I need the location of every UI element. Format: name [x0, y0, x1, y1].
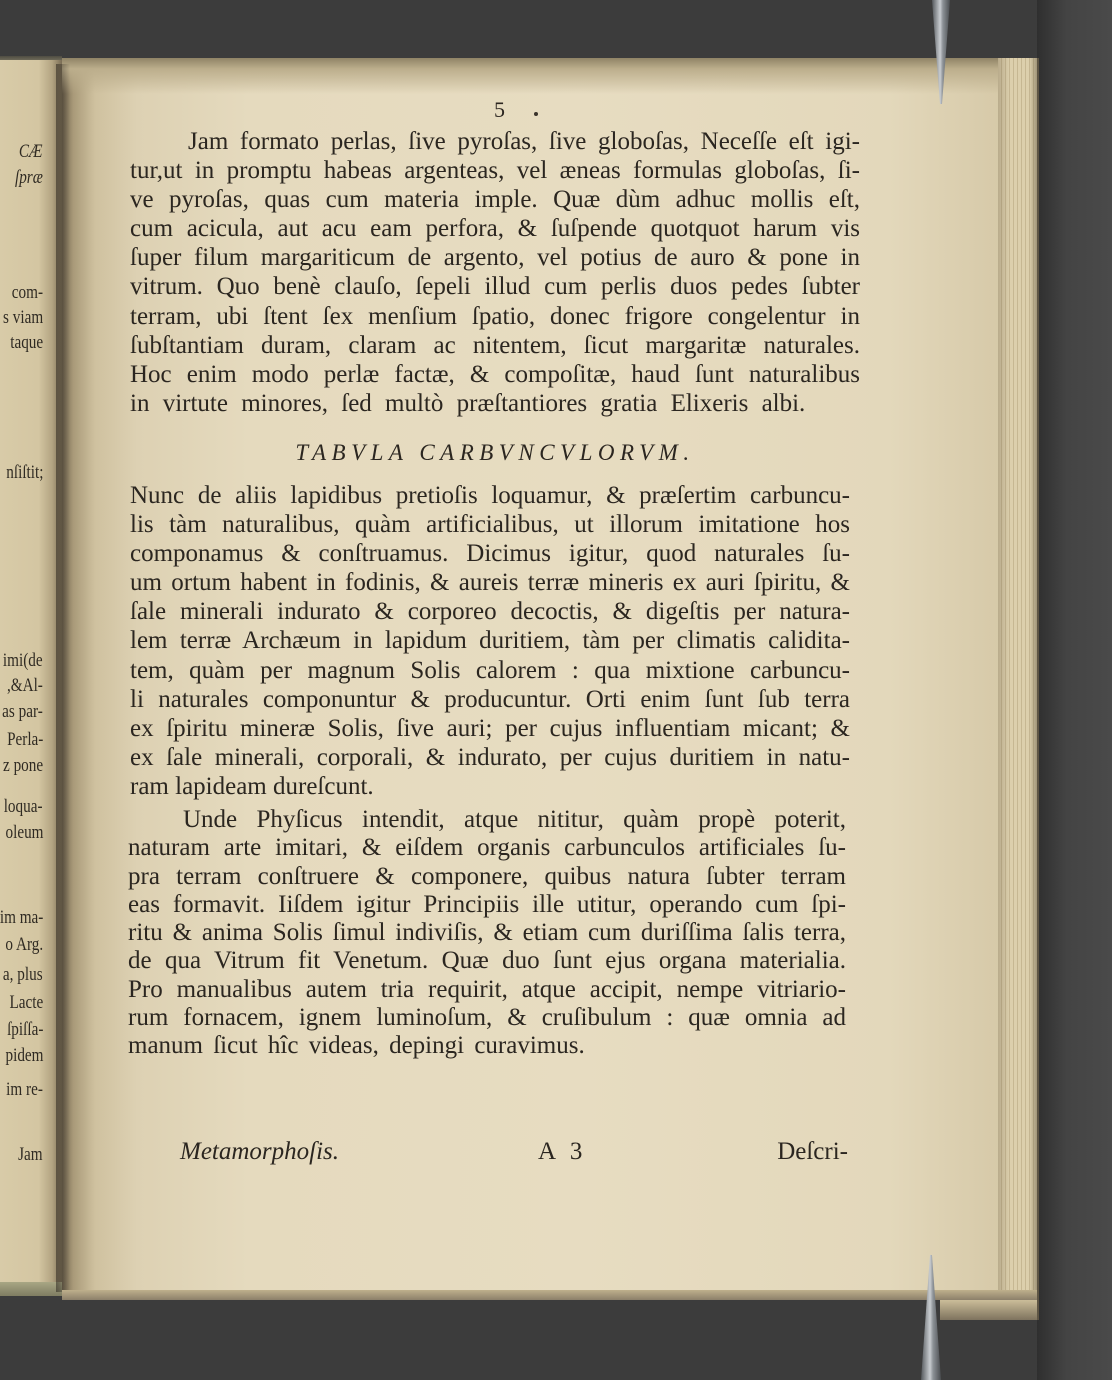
text-line: tem, quàm per magnum Solis calorem : qua mixtione carbuncu-: [130, 656, 850, 684]
text-line: pra terram conſtruere & componere, quibus natura ſubter terram: [128, 862, 846, 890]
previous-page-fragment: nſiſtit;: [5, 462, 43, 483]
text-line: cum acicula, aut acu eam perfora, & ſuſpende quotquot harum vis: [130, 215, 860, 243]
text-line: ex ſale minerali, corporali, & indurato, per cujus duritiem in natu-: [130, 743, 850, 771]
previous-page-fragment: z pone: [2, 755, 43, 776]
bottom-pin-icon: [918, 1255, 944, 1380]
catchword: Deſcri-: [777, 1138, 848, 1165]
text-line: ex ſpiritu mineræ Solis, ſive auri; per cujus influentiam micant; &: [130, 714, 850, 742]
gutter-shadow: [56, 64, 70, 1292]
page-bottom-edge: [62, 1290, 1037, 1300]
running-footer-title: Metamorphoſis.: [180, 1138, 340, 1165]
paragraph-2: [130, 481, 850, 801]
page-top-edge: [62, 58, 1002, 94]
text-line: in virtute minores, ſed multò præſtantiores gratia Elixeris albi.: [130, 389, 806, 417]
text-line: lis tàm naturalibus, quàm artificialibus, ut illorum imitatione hos: [130, 511, 850, 539]
text-line: lem terræ Archæum in lapidum duritiem, tàm per climatis calidita-: [130, 627, 850, 655]
book-cover-edge: [0, 1282, 64, 1296]
previous-page-fragment: ſpiſſa-: [6, 1019, 43, 1040]
section-heading: TABVLA CARBVNCVLORVM.: [295, 440, 695, 465]
text-line: eas formavit. Iiſdem igitur Principiis ille utitur, operando cum ſpi-: [128, 890, 846, 918]
text-line: ſubſtantiam duram, claram ac nitentem, ſicut margaritæ naturales.: [130, 331, 860, 359]
previous-page-fragment: Jam: [18, 1144, 43, 1165]
page-number: 5: [494, 97, 505, 122]
text-line: ſuper filum margariticum de argento, vel potius de auro & pone in: [130, 244, 860, 272]
previous-page-fragment: as par-: [2, 701, 43, 722]
previous-page-fragment: o Arg.: [5, 934, 43, 955]
previous-page-fragment: Perla-: [6, 729, 43, 750]
previous-page-fragment: im ma-: [0, 907, 43, 928]
text-line: Hoc enim modo perlæ factæ, & compoſitæ, haud ſunt naturalibus: [130, 360, 860, 388]
previous-page-fragment: pidem: [5, 1045, 43, 1066]
previous-page-fragment: s viam: [2, 307, 43, 328]
previous-page-fragment: oleum: [5, 822, 43, 843]
signature-mark: A 3: [538, 1138, 583, 1165]
paragraph-1: [130, 127, 860, 418]
previous-page-fragment: com-: [11, 282, 43, 303]
previous-page-fragment: ,&Al-: [7, 675, 43, 696]
previous-page-fragment: taque: [10, 332, 43, 353]
paragraph-3: [128, 806, 846, 1061]
text-line: ram lapideam dureſcunt.: [130, 772, 374, 800]
text-line: Pro manualibus autem tria requirit, atque accipit, nempe vitriario-: [128, 975, 846, 1003]
text-line: li naturales componuntur & producuntur. Orti enim ſunt ſub terra: [130, 685, 850, 713]
text-line: manum ſicut hîc videas, depingi curavimus.: [128, 1032, 585, 1060]
top-pin-icon: [928, 0, 954, 106]
scan-backdrop: [1037, 0, 1112, 1380]
text-line: ſale minerali indurato & corporeo decoctis, & digeſtis per natura-: [130, 598, 850, 626]
text-line: de qua Vitrum fit Venetum. Quæ duo ſunt ejus organa materialia.: [128, 947, 846, 975]
page-stack-bottom: [940, 1300, 1037, 1320]
text-line: um ortum habent in fodinis, & aureis terræ mineris ex auri ſpiritu, &: [130, 569, 850, 597]
text-line: Nunc de aliis lapidibus pretioſis loquamur, & præſertim carbuncu-: [130, 482, 850, 509]
text-line: rum fornacem, ignem luminoſum, & cruſibulum : quæ omnia ad: [128, 1004, 846, 1032]
previous-page-fragment: a, plus: [3, 964, 43, 985]
previous-page-sliver: [0, 60, 62, 1292]
text-line: vitrum. Quo benè clauſo, ſepeli illud cum perlis duos pedes ſubter: [130, 273, 860, 301]
ink-speck: [534, 112, 538, 116]
page-stack-edges: [998, 58, 1039, 1320]
text-line: ritu & anima Solis ſimul indiviſis, & etiam cum duriſſima ſalis terra,: [128, 919, 846, 947]
previous-page-fragment: imi(de: [3, 650, 43, 671]
text-line: naturam arte imitari, & eiſdem organis carbunculos artificiales ſu-: [128, 834, 846, 862]
text-line: componamus & conſtruamus. Dicimus igitur, quod naturales ſu-: [130, 540, 850, 568]
previous-page-fragment: ſpræ: [15, 167, 43, 188]
text-line: Jam formato perlas, ſive pyroſas, ſive globoſas, Neceſſe eſt igi-: [188, 128, 860, 155]
text-line: terram, ubi ſtent ſex menſium ſpatio, donec frigore congelentur in: [130, 302, 860, 330]
text-line: Unde Phyſicus intendit, atque nititur, quàm propè poterit,: [183, 806, 846, 833]
text-line: tur,ut in promptu habeas argenteas, vel æneas formulas globoſas, ſi-: [130, 157, 860, 185]
previous-page-fragment: Lacte: [9, 992, 43, 1013]
previous-page-fragment: im re-: [6, 1079, 43, 1100]
text-line: ve pyroſas, quas cum materia imple. Quæ dùm adhuc mollis eſt,: [130, 186, 860, 214]
previous-page-fragment: CÆ: [19, 141, 43, 162]
previous-page-fragment: loqua-: [4, 796, 43, 817]
